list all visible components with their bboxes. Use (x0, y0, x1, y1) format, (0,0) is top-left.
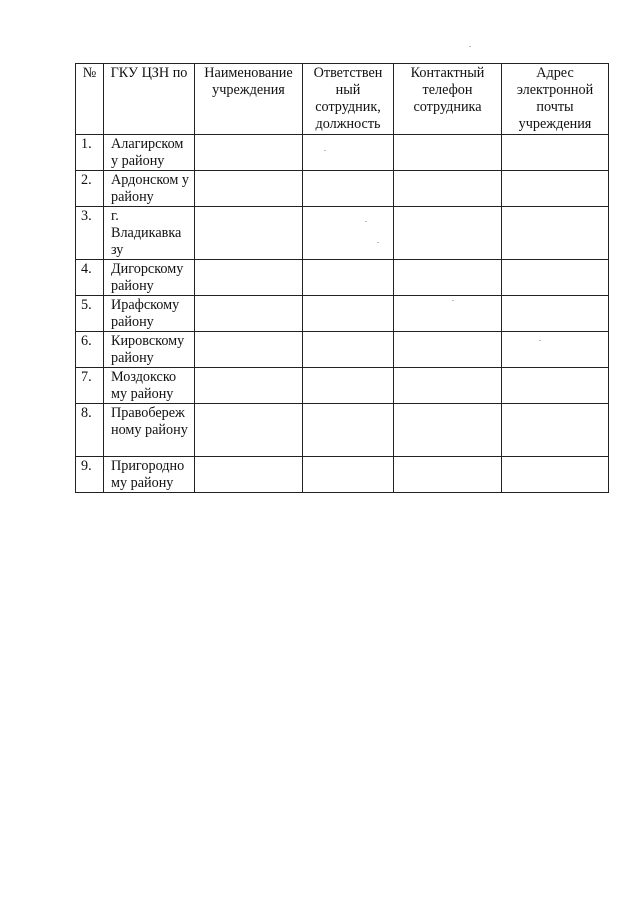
row-institution-cell (195, 368, 303, 404)
row-employee-cell (303, 260, 394, 296)
table-row (76, 135, 609, 171)
row-district: Кировскому району (104, 332, 195, 368)
row-phone-cell (394, 457, 502, 493)
offices-table (75, 63, 609, 493)
row-email-cell (502, 457, 609, 493)
row-email-cell (502, 135, 609, 171)
row-number: 6. (76, 332, 104, 368)
table-row (76, 332, 609, 368)
row-number: 1. (76, 135, 104, 171)
row-phone-cell (394, 404, 502, 457)
row-email-cell (502, 296, 609, 332)
table-row (76, 368, 609, 404)
row-employee-cell (303, 457, 394, 493)
row-phone-cell (394, 296, 502, 332)
row-email-cell (502, 171, 609, 207)
row-phone-cell (394, 207, 502, 260)
row-employee-cell (303, 207, 394, 260)
header-responsible-employee: Ответствен ный сотрудник, должность (303, 64, 394, 135)
row-institution-cell (195, 404, 303, 457)
row-email-cell (502, 207, 609, 260)
row-number: 9. (76, 457, 104, 493)
scan-speck (452, 300, 454, 301)
row-phone-cell (394, 135, 502, 171)
row-phone-cell (394, 260, 502, 296)
header-center: ГКУ ЦЗН по (104, 64, 195, 135)
scan-speck (377, 242, 379, 243)
table-header-row (76, 64, 609, 135)
row-phone-cell (394, 368, 502, 404)
row-district: Алагирском у району (104, 135, 195, 171)
row-district: Ардонском у району (104, 171, 195, 207)
row-institution-cell (195, 332, 303, 368)
row-employee-cell (303, 368, 394, 404)
table-row (76, 457, 609, 493)
row-phone-cell (394, 171, 502, 207)
table-row (76, 171, 609, 207)
row-institution-cell (195, 260, 303, 296)
row-district: Пригородно му району (104, 457, 195, 493)
row-district: Ирафскому району (104, 296, 195, 332)
row-institution-cell (195, 457, 303, 493)
row-district: г. Владикавка зу (104, 207, 195, 260)
row-institution-cell (195, 135, 303, 171)
scan-speck (324, 150, 326, 151)
row-institution-cell (195, 296, 303, 332)
scan-speck (365, 221, 367, 222)
row-email-cell (502, 368, 609, 404)
row-number: 7. (76, 368, 104, 404)
row-phone-cell (394, 332, 502, 368)
row-institution-cell (195, 171, 303, 207)
scan-speck (539, 340, 541, 341)
row-district: Дигорскому району (104, 260, 195, 296)
table-row (76, 404, 609, 457)
header-contact-phone: Контактный телефон сотрудника (394, 64, 502, 135)
row-employee-cell (303, 332, 394, 368)
row-number: 4. (76, 260, 104, 296)
row-number: 8. (76, 404, 104, 457)
row-number: 2. (76, 171, 104, 207)
table-row (76, 207, 609, 260)
table-row (76, 260, 609, 296)
row-employee-cell (303, 404, 394, 457)
row-email-cell (502, 332, 609, 368)
header-institution-name: Наименование учреждения (195, 64, 303, 135)
row-district: Правобереж ному району (104, 404, 195, 457)
row-employee-cell (303, 135, 394, 171)
row-employee-cell (303, 171, 394, 207)
row-email-cell (502, 404, 609, 457)
scan-speck (469, 46, 471, 47)
table-row (76, 296, 609, 332)
row-institution-cell (195, 207, 303, 260)
row-number: 3. (76, 207, 104, 260)
row-number: 5. (76, 296, 104, 332)
row-employee-cell (303, 296, 394, 332)
header-email: Адрес электронной почты учреждения (502, 64, 609, 135)
header-number: № (76, 64, 104, 135)
row-email-cell (502, 260, 609, 296)
row-district: Моздокско му району (104, 368, 195, 404)
